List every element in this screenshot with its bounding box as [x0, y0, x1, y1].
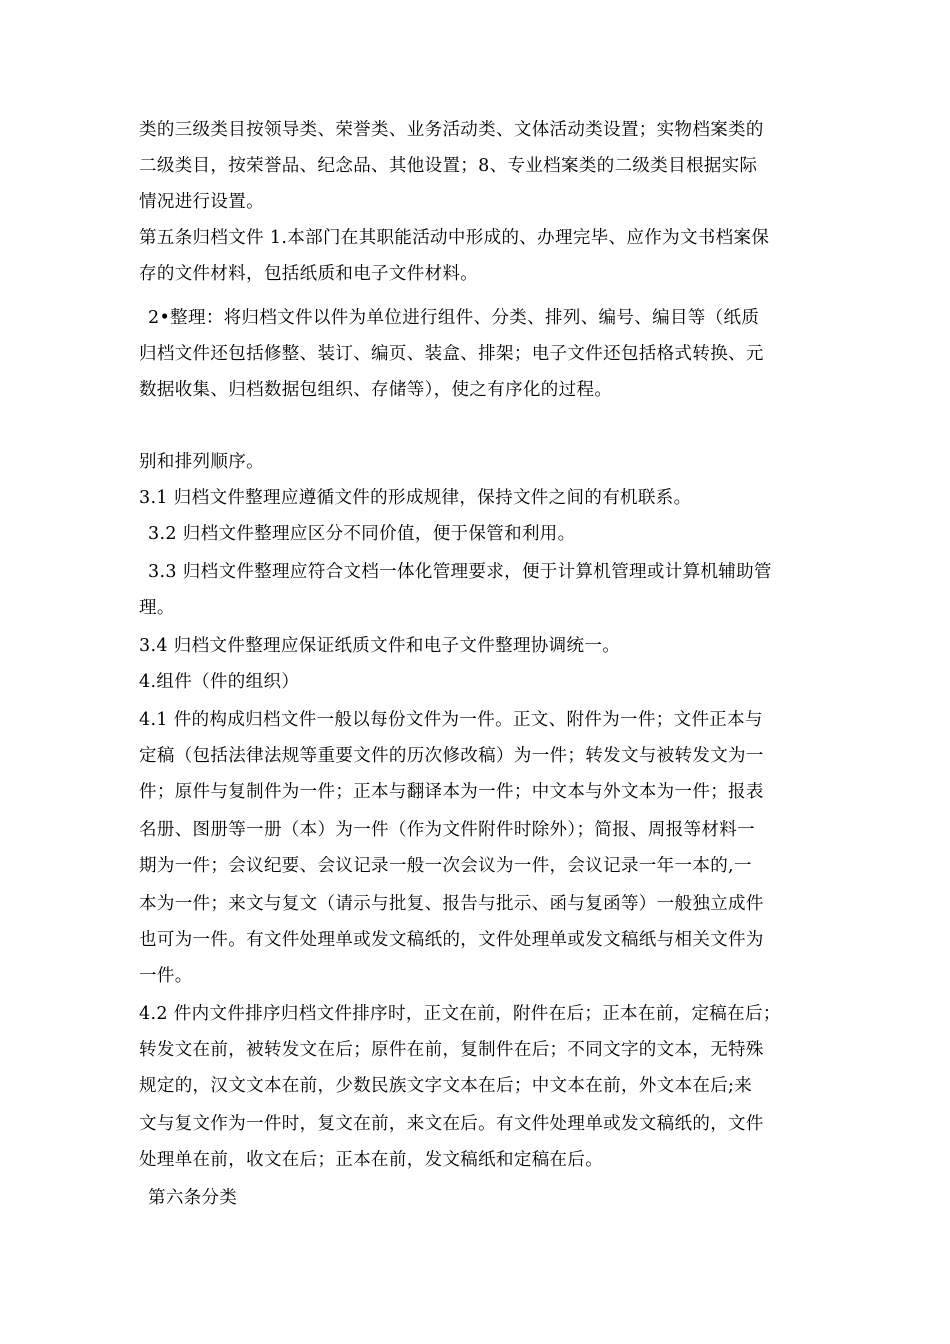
text-line: 情况进行设置。 [139, 192, 264, 212]
text-line: 期为一件；会议纪要、会议记录一般一次会议为一件，会议记录一年一本的,一 [139, 856, 752, 876]
text-line: 3.2 归档文件整理应区分不同价值，便于保管和利用。 [148, 524, 576, 544]
text-line: 类的三级类目按领导类、荣誉类、业务活动类、文体活动类设置；实物档案类的 [139, 120, 764, 140]
text-line: 3.3 归档文件整理应符合文档一体化管理要求，便于计算机管理或计算机辅助管 [148, 562, 772, 582]
text-line: 存的文件材料，包括纸质和电子文件材料。 [139, 264, 479, 284]
text-line: 理。 [139, 598, 175, 618]
text-line: 2•整理：将归档文件以件为单位进行组件、分类、排列、编号、编目等（纸质 [148, 308, 760, 328]
section-heading: 第六条分类 [148, 1188, 238, 1208]
text-line: 也可为一件。有文件处理单或发文稿纸的，文件处理单或发文稿纸与相关文件为 [139, 930, 764, 950]
text-line: 3.4 归档文件整理应保证纸质文件和电子文件整理协调统一。 [139, 636, 621, 656]
text-line: 4.2 件内文件排序归档文件排序时，正文在前，附件在后；正本在前，定稿在后； [139, 1004, 781, 1024]
text-line: 3.1 归档文件整理应遵循文件的形成规律，保持文件之间的有机联系。 [139, 488, 692, 508]
text-line: 名册、图册等一册（本）为一件（作为文件附件时除外）；简报、周报等材料一 [139, 820, 755, 840]
text-line: 本为一件；来文与复文（请示与批复、报告与批示、函与复函等）一般独立成件 [139, 894, 764, 914]
text-line: 一件。 [139, 966, 193, 986]
text-line: 文与复文作为一件时，复文在前，来文在后。有文件处理单或发文稿纸的，文件 [139, 1114, 764, 1134]
text-line: 转发文在前，被转发文在后；原件在前，复制件在后；不同文字的文本，无特殊 [139, 1040, 764, 1060]
text-line: 二级类目，按荣誉品、纪念品、其他设置；8、专业档案类的二级类目根据实际 [139, 156, 758, 176]
text-line: 数据收集、归档数据包组织、存储等），使之有序化的过程。 [139, 380, 613, 400]
text-line: 第五条归档文件 1.本部门在其职能活动中形成的、办理完毕、应作为文书档案保 [139, 228, 770, 248]
text-line: 别和排列顺序。 [139, 452, 264, 472]
text-line: 归档文件还包括修整、装订、编页、装盒、排架；电子文件还包括格式转换、元 [139, 344, 764, 364]
text-line: 4.1 件的构成归档文件一般以每份文件为一件。正文、附件为一件；文件正本与 [139, 710, 763, 730]
text-line: 定稿（包括法律法规等重要文件的历次修改稿）为一件；转发文与被转发文为一 [139, 746, 764, 766]
section-heading: 4.组件（件的组织） [139, 672, 300, 692]
text-line: 规定的，汉文文本在前，少数民族文字文本在后；中文本在前，外文本在后;来 [139, 1076, 753, 1096]
text-line: 件；原件与复制件为一件；正本与翻译本为一件；中文本与外文本为一件；报表 [139, 782, 764, 802]
text-line: 处理单在前，收文在后；正本在前，发文稿纸和定稿在后。 [139, 1150, 604, 1170]
